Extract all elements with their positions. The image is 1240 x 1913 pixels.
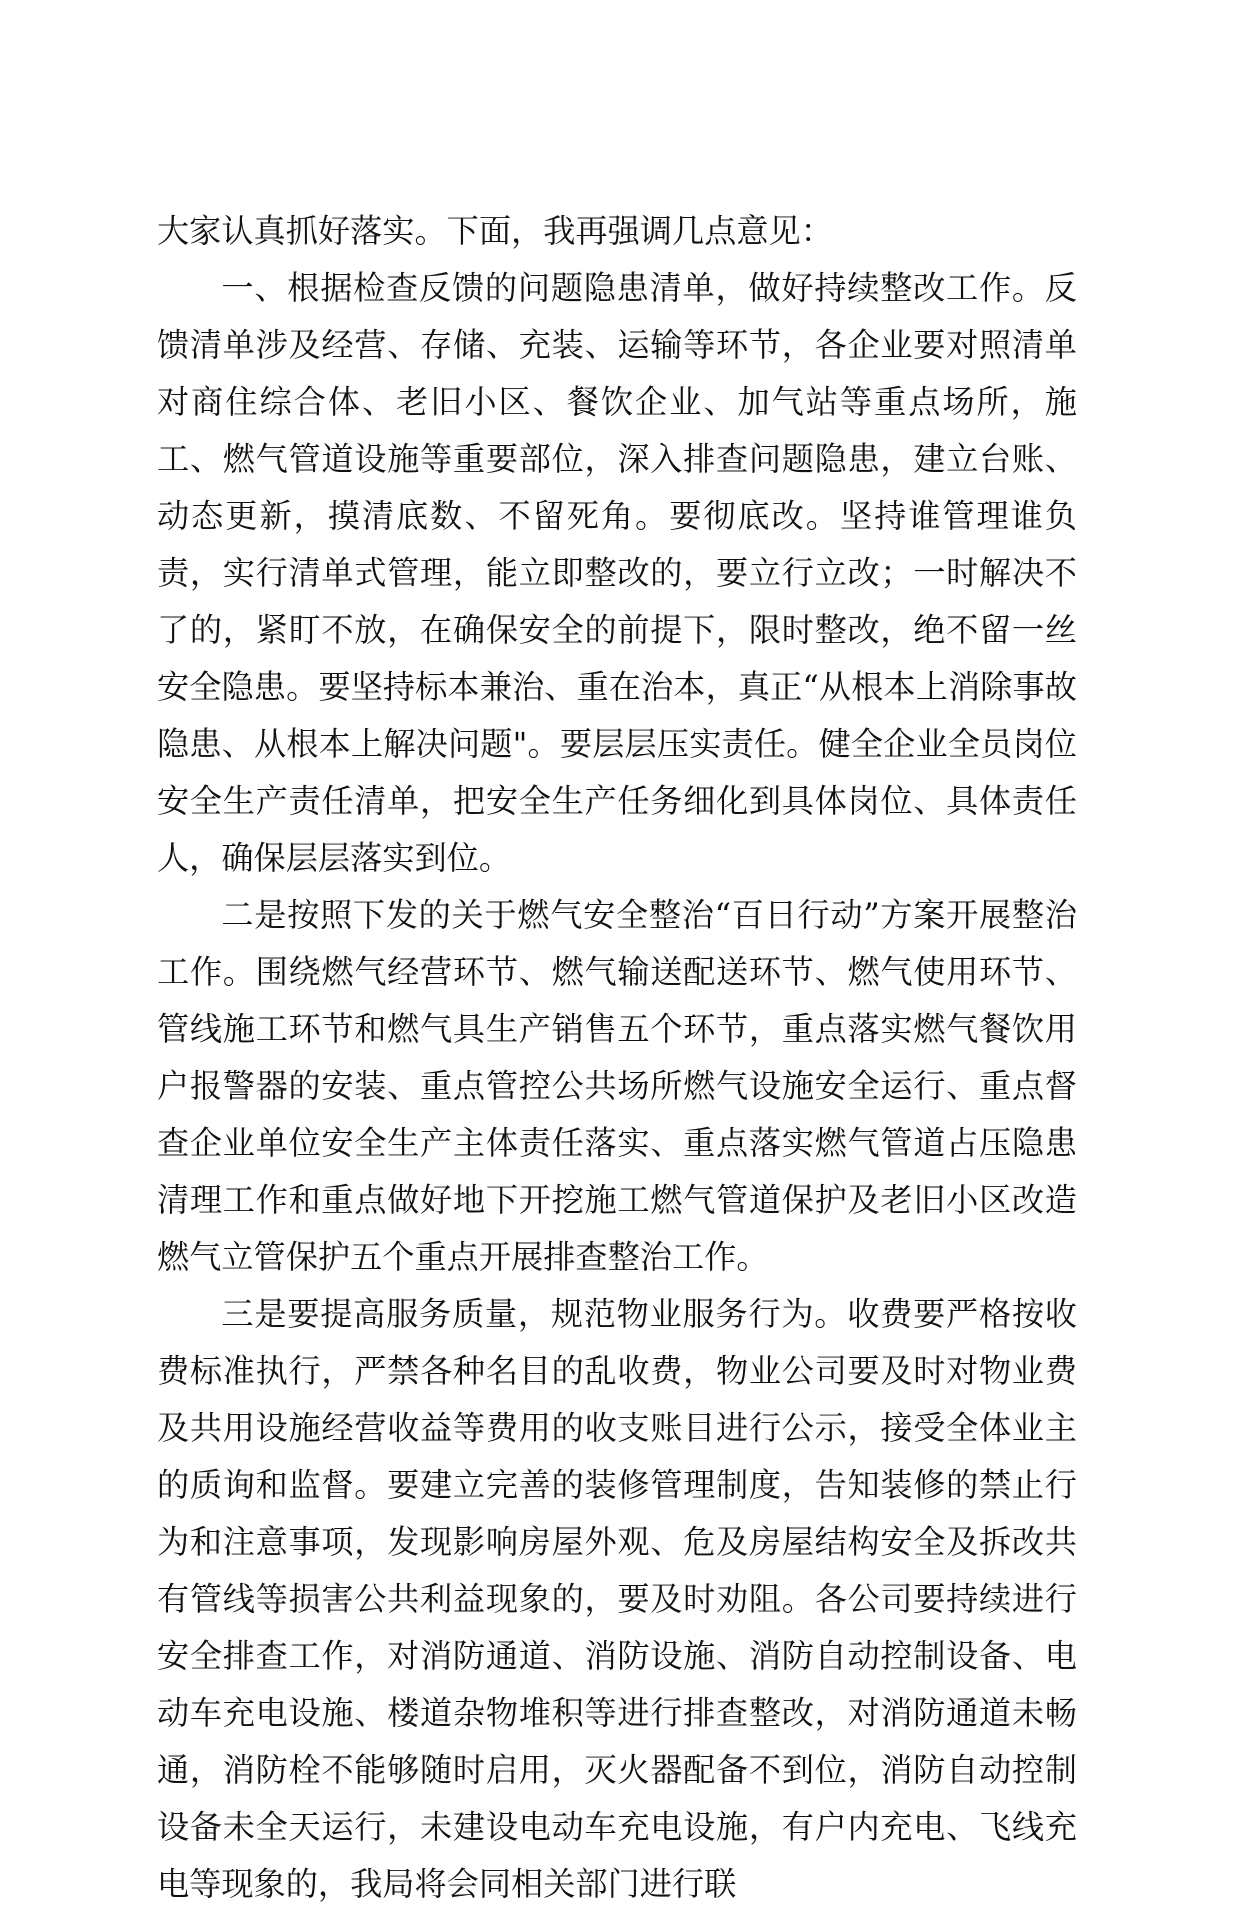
document-body: [157, 203, 1077, 1913]
paragraph-item-two: 二是按照下发的关于燃气安全整治“百日行动”方案开展整治工作。围绕燃气经营环节、燃气输送配送环节、燃气使用环节、管线施工环节和燃气具生产销售五个环节，重点落实燃气餐饮用户报警器的安装、重点管控公共场所燃气设施安全运行、重点督查企业单位安全生产主体责任落实、重点落实燃气管道占压隐患清理工作和重点做好地下开挖施工燃气管道保护及老旧小区改造燃气立管保护五个重点开展排查整治工作。: [157, 896, 1077, 1276]
paragraph-item-one: 一、根据检查反馈的问题隐患清单，做好持续整改工作。反馈清单涉及经营、存储、充装、运输等环节，各企业要对照清单对商住综合体、老旧小区、餐饮企业、加气站等重点场所，施工、燃气管道设施等重要部位，深入排查问题隐患，建立台账、动态更新，摸清底数、不留死角。要彻底改。坚持谁管理谁负责，实行清单式管理，能立即整改的，要立行立改；一时解决不了的，紧盯不放，在确保安全的前提下，限时整改，绝不留一丝安全隐患。要坚持标本兼治、重在治本，真正“从根本上消除事故隐患、从根本上解决问题"。要层层压实责任。健全企业全员岗位安全生产责任清单，把安全生产任务细化到具体岗位、具体责任人，确保层层落实到位。: [157, 269, 1077, 877]
paragraph-continuation: 大家认真抓好落实。下面，我再强调几点意见：: [157, 212, 833, 250]
paragraph-item-three: 三是要提高服务质量，规范物业服务行为。收费要严格按收费标准执行，严禁各种名目的乱收费，物业公司要及时对物业费及共用设施经营收益等费用的收支账目进行公示，接受全体业主的质询和监督。要建立完善的装修管理制度，告知装修的禁止行为和注意事项，发现影响房屋外观、危及房屋结构安全及拆改共有管线等损害公共利益现象的，要及时劝阻。各公司要持续进行安全排查工作，对消防通道、消防设施、消防自动控制设备、电动车充电设施、楼道杂物堆积等进行排查整改，对消防通道未畅通，消防栓不能够随时启用，灭火器配备不到位，消防自动控制设备未全天运行，未建设电动车充电设施，有户内充电、飞线充电等现象的，我局将会同相关部门进行联: [157, 1295, 1077, 1903]
